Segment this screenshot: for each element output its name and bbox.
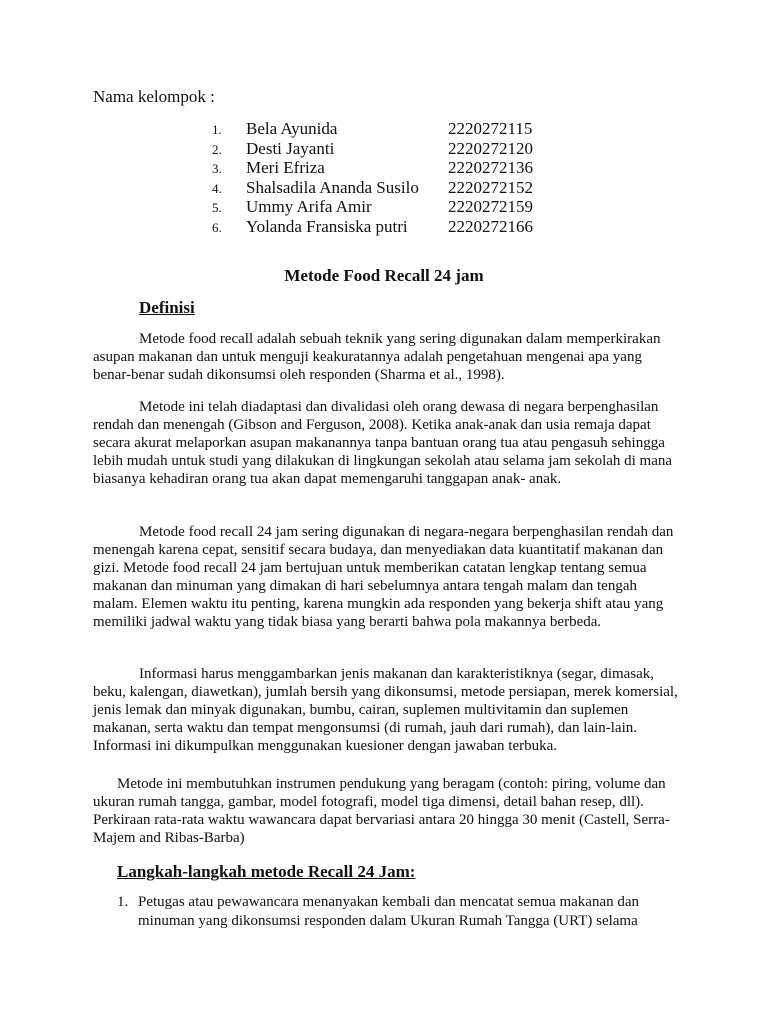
step-number: 1. <box>117 894 129 910</box>
member-name: Shalsadila Ananda Susilo <box>246 177 419 197</box>
member-name: Meri Efriza <box>246 158 325 178</box>
steps-heading: Langkah-langkah metode Recall 24 Jam: <box>117 862 416 881</box>
group-label: Nama kelompok : <box>93 87 215 106</box>
member-number: 1. <box>212 122 222 137</box>
step-item <box>117 893 677 931</box>
member-id: 2220272166 <box>448 216 533 236</box>
member-row <box>208 119 533 139</box>
member-id: 2220272120 <box>448 138 533 158</box>
paragraph-text: Metode food recall 24 jam sering digunakan di negara-negara berpenghasilan rendah dan menengah karena cepat, sensitif secara budaya, dan menyediakan data kuantitatif makanan dan gizi. Metode food recall 24 jam bertujuan untuk memberikan catatan lengkap tentang semua makanan dan minuman yang dimakan di hari sebelumnya antara tengah malam dan tengah malam. Elemen waktu itu penting, karena mungkin ada responden yang bekerja shift atau yang memiliki jadwal waktu yang tidak biasa yang berarti bahwa pola makannya berbeda. <box>93 524 674 631</box>
member-row <box>208 178 533 198</box>
member-number: 2. <box>212 141 222 157</box>
step-text: Petugas atau pewawancara menanyakan kembali dan mencatat semua makanan dan minuman yang dikonsumsi responden dalam Ukuran Rumah Tangga (URT) selama <box>138 894 640 929</box>
member-number: 4. <box>212 180 222 196</box>
paragraph <box>93 330 678 384</box>
member-row <box>208 197 533 217</box>
member-id: 2220272159 <box>448 197 533 217</box>
paragraph <box>93 523 678 632</box>
member-id: 2220272115 <box>448 119 533 138</box>
member-row <box>208 139 533 159</box>
member-name: Desti Jayanti <box>246 138 335 158</box>
member-id: 2220272152 <box>448 177 533 197</box>
paragraph-text: Metode food recall adalah sebuah teknik yang sering digunakan dalam memperkirakan asupan makanan dan untuk menguji keakuratannya adalah pengetahuan mengenai apa yang benar-benar sudah dikonsumsi oleh responden (Sharma et al., 1998). <box>93 331 661 384</box>
member-name: Ummy Arifa Amir <box>246 197 372 217</box>
member-number: 5. <box>212 200 222 216</box>
member-list <box>208 119 533 237</box>
definition-heading: Definisi <box>139 298 195 317</box>
paragraph <box>93 665 678 755</box>
paragraph <box>93 398 678 488</box>
member-number: 6. <box>212 219 222 235</box>
paragraph <box>93 775 678 847</box>
member-id: 2220272136 <box>448 158 533 178</box>
member-row <box>208 217 533 237</box>
paragraph-text: Metode ini membutuhkan instrumen pendukung yang beragam (contoh: piring, volume dan ukuran rumah tangga, gambar, model fotografi, model tiga dimensi, detail bahan resep, dll). Perkiraan rata-rata waktu wawancara dapat bervariasi antara 20 hingga 30 menit (Castell, Serra-Majem and Ribas-Barba) <box>93 776 670 847</box>
member-name: Bela Ayunida <box>246 119 338 138</box>
member-number: 3. <box>212 161 222 177</box>
paragraph-text: Metode ini telah diadaptasi dan divalidasi oleh orang dewasa di negara berpenghasilan rendah dan menengah (Gibson and Ferguson, 2008). Ketika anak-anak dan usia remaja dapat secara akurat melaporkan asupan makanannya tanpa bantuan orang tua atau pengasuh sehingga lebih mudah untuk studi yang dilakukan di lingkungan sekolah atau selama jam sekolah di mana biasanya kehadiran orang tua akan dapat memengaruhi tanggapan anak- anak. <box>93 399 673 488</box>
paragraph-text: Informasi harus menggambarkan jenis makanan dan karakteristiknya (segar, dimasak, beku, kalengan, diawetkan), jumlah bersih yang dikonsumsi, metode persiapan, merek komersial, jenis lemak dan minyak digunakan, bumbu, cairan, suplemen multivitamin dan suplemen makanan, serta waktu dan tempat mengonsumsi (di rumah, jauh dari rumah), dan lain-lain. Informasi ini dikumpulkan menggunakan kuesioner dengan jawaban terbuka. <box>93 666 678 755</box>
member-row <box>208 158 533 178</box>
member-name: Yolanda Fransiska putri <box>246 216 408 236</box>
document-title: Metode Food Recall 24 jam <box>284 266 484 285</box>
